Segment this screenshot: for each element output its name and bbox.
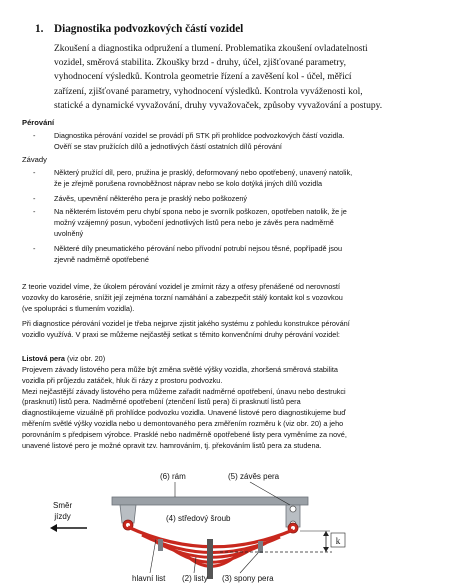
paragraph-line: Projevem závady listového pera může být změna světlé výšky vozidla, zhoršená směrová stabilita bbox=[22, 365, 338, 374]
label-listy: (2) listy bbox=[182, 574, 208, 583]
perovani-bullet bbox=[22, 131, 442, 153]
paragraph-line: (ve spolupráci s tlumením vozidla). bbox=[22, 303, 135, 313]
shackle-pin-icon bbox=[290, 506, 296, 512]
zavady-bullet bbox=[22, 168, 442, 190]
bullet-line: že je zřejmě porušena rovnoběžnost náprav nebo se kolo dotýká jiných dílů vozidla bbox=[54, 178, 323, 188]
bullet-dash: - bbox=[33, 194, 36, 203]
listova-title-line bbox=[22, 354, 442, 365]
bullet-dash: - bbox=[33, 131, 36, 140]
direction-label-line: Směr bbox=[53, 501, 73, 510]
intro-line: vyhodnocení výsledků. Kontrola geometrie řízení a zavěšení kol - účel, měřicí bbox=[54, 72, 352, 83]
direction-label-line: jízdy bbox=[54, 512, 71, 521]
listova-figure-ref: (viz obr. 20) bbox=[65, 354, 106, 363]
zavady-bullet bbox=[22, 244, 442, 266]
section-heading bbox=[35, 23, 243, 35]
paragraph-line: (prasknutí) listů pera. Nadměrné opotřebení (ztenčení listů pera) či prasknutí listů pera bbox=[22, 397, 301, 407]
bullet-line: možný vzájemný posun, vybočení jednotlivých listů pera nebo je závěs pera nadměrně bbox=[54, 217, 334, 227]
intro-line: Zkoušení a diagnostika odpružení a tlumení. Problematika zkoušení ovladatelnosti bbox=[54, 44, 368, 54]
intro-line: zařízení, zjišťované parametry, vyhodnocení výsledků. Kontrola vyváženosti kol, bbox=[54, 86, 363, 97]
bullet-dash: - bbox=[33, 244, 36, 253]
paragraph-line: vozovky do karosérie, snížit její zejména torzní namáhání a zabezpečit stálý kontakt kol s vozovkou bbox=[22, 292, 343, 302]
section-number: 1. bbox=[35, 23, 44, 35]
bullet-dash: - bbox=[33, 168, 36, 177]
leader-line bbox=[240, 553, 258, 573]
paragraph-line: unavené listové pero je možné opravit tzv. hamrováním, tj. překováním listů pera za studena. bbox=[22, 440, 322, 450]
teorie-paragraph bbox=[22, 282, 442, 314]
label-sroub: (4) středový šroub bbox=[166, 514, 231, 523]
paragraph-line: vozidlo využívá. V praxi se můžeme nejčastěji setkat s těmito konvenčními druhy pérování vozidel: bbox=[22, 329, 340, 339]
bullet-line: Diagnostika pérování vozidel se provádí při STK při prohlídce podvozkových částí vozidla. bbox=[54, 131, 345, 140]
diagnostika-paragraph bbox=[22, 319, 442, 341]
bullet-dash: - bbox=[33, 207, 36, 216]
leader-line bbox=[150, 539, 156, 573]
label-spony: (3) spony pera bbox=[222, 574, 274, 583]
bullet-line: Některé díly pneumatického pérování nebo přívodní potrubí nejsou těsné, popřípadě jsou bbox=[54, 244, 343, 253]
paragraph-line: Při diagnostice pérování vozidel je třeba nejprve zjistit jakého systému z pohledu konstrukce pérování bbox=[22, 319, 350, 328]
paragraph-line: měřením světlé výšky vozidla nebo u demontovaného pera změřením rozměru k (viz obr. 20) a jeho bbox=[22, 418, 344, 428]
leaf-spring-figure bbox=[100, 465, 390, 585]
paragraph-line: diagnostikujeme vizuálně při prohlídce podvozku vozidla. Unavené listové pero diagnostikujeme buď bbox=[22, 408, 346, 418]
intro-paragraph bbox=[54, 42, 448, 113]
listova-paragraph bbox=[22, 365, 442, 451]
bullet-line: Ověří se stav pružících dílů a jednotlivých částí ostatních dílů pérování bbox=[54, 141, 282, 151]
paragraph-line: Mezi nejčastější závady listového pera můžeme zařadit nadměrné opotřebení, únavu nebo destrukci bbox=[22, 386, 346, 396]
k-arrow-icon bbox=[323, 531, 329, 536]
intro-line: statické a dynamické vyvažování, druhy vyvažovaček, způsoby vyvažování a postupy. bbox=[54, 100, 383, 111]
perovani-title: Pérování bbox=[22, 118, 55, 127]
paragraph-line: vozidla při průjezdu zatáček, hluk či rázy z prostoru podvozku. bbox=[22, 375, 223, 385]
listova-title: Listová pera bbox=[22, 354, 65, 363]
direction-arrow-icon bbox=[49, 523, 89, 533]
paragraph-line: Z teorie vozidel víme, že úkolem pérování vozidel je zmírnit rázy a otřesy přenášené od nerovností bbox=[22, 282, 340, 291]
label-hlavni-list: hlavní list bbox=[132, 574, 166, 583]
zavady-bullet bbox=[22, 207, 442, 239]
center-bolt bbox=[207, 539, 213, 579]
label-ram: (6) rám bbox=[160, 472, 186, 481]
label-zaves: (5) závěs pera bbox=[228, 472, 280, 481]
k-label: k bbox=[335, 536, 341, 546]
k-arrow-icon bbox=[323, 547, 329, 552]
zavady-title: Závady bbox=[22, 155, 47, 164]
bullet-line: uvolněný bbox=[54, 228, 84, 238]
intro-line: vozidel, směrová stabilita. Zkoušky brzd - druhy, účel, zjišťované parametry, bbox=[54, 58, 346, 69]
section-title: Diagnostika podvozkových částí vozidel bbox=[54, 23, 244, 35]
direction-label bbox=[53, 500, 72, 522]
bullet-line: zjevně nadměrně opotřebené bbox=[54, 254, 149, 264]
bullet-line: Na některém listovém peru chybí spona nebo je svorník poškozen, opotřeben natolik, že je bbox=[54, 207, 347, 216]
paragraph-line: porovnáním s předpisem výrobce. Prasklé nebo nadměrně opotřebené listy pera vyměníme za nové, bbox=[22, 429, 347, 439]
zavady-bullet bbox=[22, 194, 442, 205]
spring-clip bbox=[258, 541, 263, 553]
bullet-line: Některý pružící díl, pero, pružina je prasklý, deformovaný nebo opotřebený, unavený natolik, bbox=[54, 168, 353, 177]
spring-clip bbox=[158, 539, 163, 551]
bullet-line: Závěs, upevnění některého pera je prasklý nebo poškozený bbox=[54, 194, 248, 203]
